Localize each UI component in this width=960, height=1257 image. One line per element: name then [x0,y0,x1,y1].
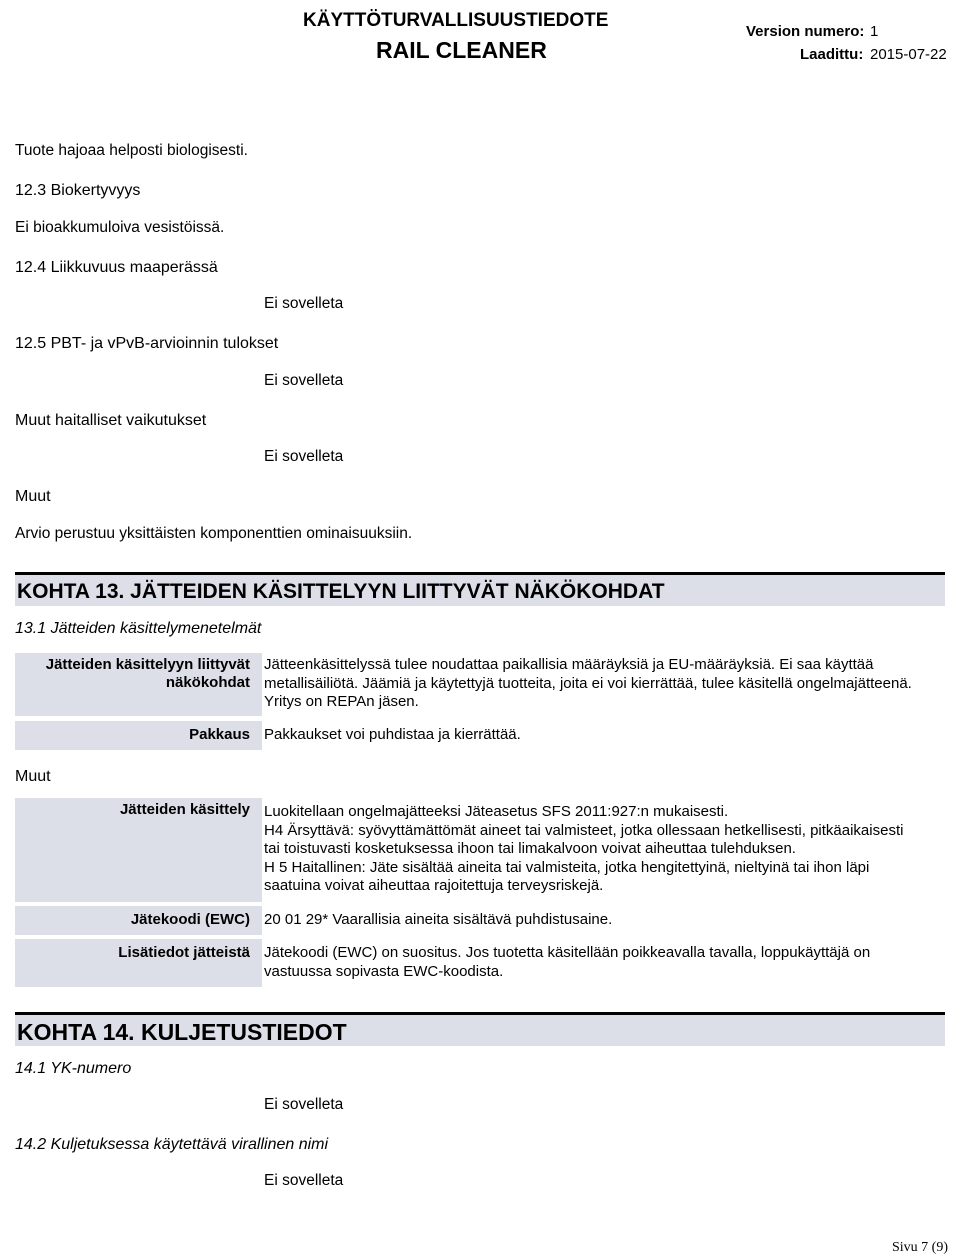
mobility-title: 12.4 Liikkuvuus maaperässä [15,259,218,276]
un-number-title: 14.1 YK-numero [15,1060,132,1077]
pbt-title: 12.5 PBT- ja vPvB-arvioinnin tulokset [15,335,279,352]
section-13-heading: KOHTA 13. JÄTTEIDEN KÄSITTELYYN LIITTYVÄT NÄKÖKOHDAT [17,580,665,603]
value-line: Yritys on REPAn jäsen. [264,693,419,710]
bioaccumulation-title: 12.3 Biokertyvyys [15,182,141,199]
value-line: tai toistuvasti kosketuksessa ihoon tai limakalvoon voivat aiheuttaa tulehduksen. [264,840,796,857]
page-number: Sivu 7 (9) [892,1240,948,1255]
value-line: Pakkaukset voi puhdistaa ja kierrättää. [264,726,521,743]
other-title: Muut [15,488,51,505]
version-label: Version numero: [746,23,865,40]
label-line: Jätteiden käsittely [119,801,250,818]
shipping-name-value: Ei sovelleta [264,1172,344,1189]
value-line: Jätteenkäsittelyssä tulee noudattaa paikallisia määräyksiä ja EU-määräyksiä. Ei saa käyttää [264,656,874,673]
waste-handling-label [15,798,262,902]
waste-aspects-label [15,653,262,716]
value-line: metallisäiliötä. Jäämiä ja käytettyjä tuotteita, joita ei voi kierrättää, tulee käsitellä ongelmajätteenä. [264,674,912,692]
label-line: näkökohdat [165,674,250,691]
waste-extra-label [15,939,262,987]
other-effects-value: Ei sovelleta [264,448,344,465]
label-line: Pakkaus [189,726,250,743]
packaging-label [15,721,262,750]
waste-code-value [264,911,944,930]
value-line: H4 Ärsyttävä: syövyttämättömät aineet tai valmisteet, jotka ollessaan hetkellisesti, pitkäaikaisesti [264,821,904,839]
other-effects-title: Muut haitalliset vaikutukset [15,412,207,429]
bioaccumulation-text: Ei bioakkumuloiva vesistöissä. [15,219,225,236]
value-line: H 5 Haitallinen: Jäte sisältää aineita tai valmisteita, jotka hengitettyinä, nieltyinä tai ihon läpi [264,858,870,876]
label-line: Lisätiedot jätteistä [118,944,250,961]
section-14-heading: KOHTA 14. KULJETUSTIEDOT [17,1019,347,1045]
waste-aspects-value [264,656,944,712]
date-value: 2015-07-22 [870,46,947,63]
section-13-heading-bar [15,572,945,606]
waste-extra-value [264,944,944,981]
label-line: Jätteiden käsittelyyn liittyvät [45,656,250,673]
mobility-value: Ei sovelleta [264,295,344,312]
pbt-value: Ei sovelleta [264,372,344,389]
product-name: RAIL CLEANER [376,37,547,63]
label-line: Jätekoodi (EWC) [130,911,250,928]
shipping-name-title: 14.2 Kuljetuksessa käytettävä virallinen nimi [15,1136,329,1153]
waste-handling-value [264,803,944,896]
version-value: 1 [870,23,879,40]
value-line: saatuina voivat aiheuttaa rajoitettuja terveysriskejä. [264,877,604,894]
value-line: Jätekoodi (EWC) on suositus. Jos tuotetta käsitellään poikkeavalla tavalla, loppukäyttäjä on [264,944,871,961]
other-text: Arvio perustuu yksittäisten komponenttien ominaisuuksiin. [15,525,413,542]
un-number-value: Ei sovelleta [264,1096,344,1113]
value-line: vastuussa sopivasta EWC-koodista. [264,962,504,980]
value-line: 20 01 29* Vaarallisia aineita sisältävä puhdistusaine. [264,911,613,928]
degradation-text: Tuote hajoaa helposti biologisesti. [15,142,248,159]
date-label: Laadittu: [800,46,864,63]
waste-methods-subtitle: 13.1 Jätteiden käsittelymenetelmät [15,620,262,637]
waste-code-label [15,906,262,935]
value-line: Luokitellaan ongelmajätteeksi Jäteasetus SFS 2011:927:n mukaisesti. [264,803,729,820]
other-waste-title: Muut [15,768,51,785]
document-title: KÄYTTÖTURVALLISUUSTIEDOTE [303,10,609,31]
section-14-heading-bar [15,1012,945,1046]
packaging-value [264,726,944,745]
